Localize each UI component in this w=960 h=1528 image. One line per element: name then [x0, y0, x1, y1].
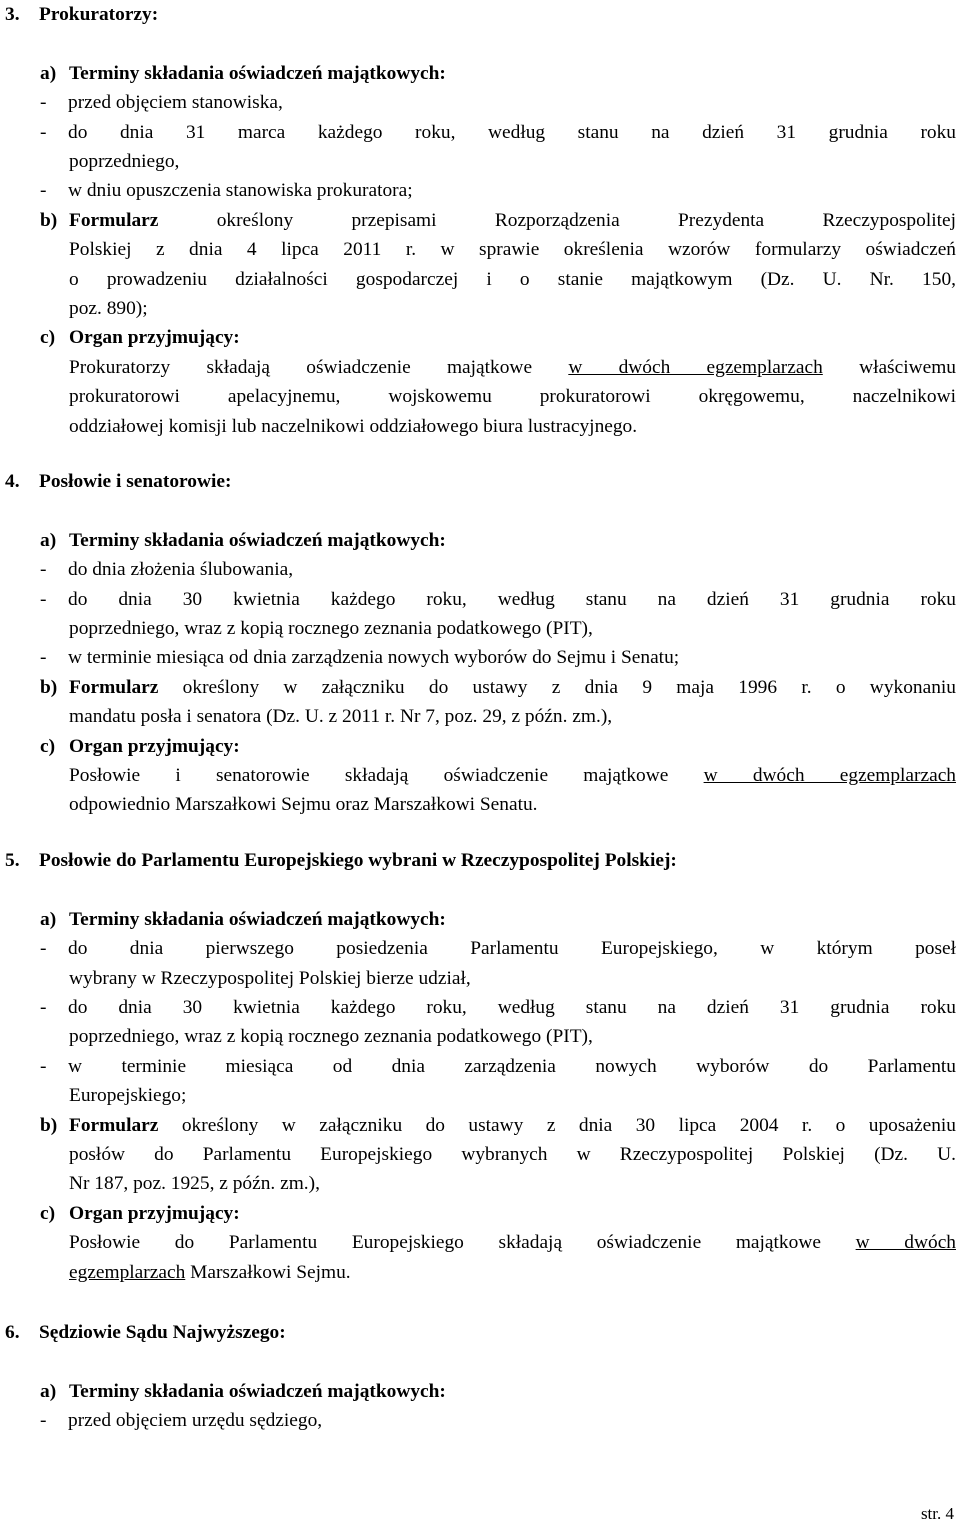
underlined-text: w dwóch egzemplarzach	[703, 765, 957, 787]
subsection-c-heading: c) Organ przyjmujący:	[40, 1202, 240, 1224]
list-item: - do dnia pierwszego posiedzenia Parlamentu Europejskiego, w którym poseł	[40, 938, 956, 960]
paragraph-line: Posłowie i senatorowie składają oświadczenie majątkowe w dwóch egzemplarzach	[69, 765, 957, 787]
list-item-continuation: wybrany w Rzeczypospolitej Polskiej bierze udział,	[69, 967, 471, 989]
subsection-c-heading: c) Organ przyjmujący:	[40, 735, 240, 757]
section-6	[0, 1318, 960, 1436]
list-item: - do dnia 30 kwietnia każdego roku, według stanu na dzień 31 grudnia roku	[40, 588, 956, 610]
paragraph-line: o prowadzeniu działalności gospodarczej i o stanie majątkowym (Dz. U. Nr. 150,	[69, 268, 956, 290]
paragraph-line: poz. 890);	[69, 298, 148, 320]
page-number: str. 4	[920, 1504, 954, 1523]
paragraph-line: Prokuratorzy składają oświadczenie majątkowe w dwóch egzemplarzach właściwemu	[69, 356, 956, 378]
paragraph-line: prokuratorowi apelacyjnemu, wojskowemu prokuratorowi okręgowemu, naczelnikowi	[69, 386, 956, 408]
paragraph-line: mandatu posła i senatora (Dz. U. z 2011 r. Nr 7, poz. 29, z późn. zm.),	[69, 706, 613, 728]
list-item-continuation: Europejskiego;	[69, 1085, 187, 1107]
section-heading: 5. Posłowie do Parlamentu Europejskiego wybrani w Rzeczypospolitej Polskiej:	[5, 850, 677, 871]
paragraph-line: odpowiednio Marszałkowi Sejmu oraz Marszałkowi Senatu.	[69, 794, 538, 816]
list-item-continuation: poprzedniego, wraz z kopią rocznego zeznania podatkowego (PIT),	[69, 618, 593, 640]
list-item: - przed objęciem stanowiska,	[40, 92, 283, 114]
section-5	[0, 846, 960, 1287]
underlined-text: egzemplarzach	[69, 1261, 186, 1283]
subsection-b: b) Formularz określony przepisami Rozporządzenia Prezydenta Rzeczypospolitej	[40, 209, 956, 231]
subsection-b: b) Formularz określony w załączniku do ustawy z dnia 9 maja 1996 r. o wykonaniu	[40, 676, 956, 698]
section-4	[0, 467, 960, 820]
list-item: - w terminie miesiąca od dnia zarządzenia nowych wyborów do Parlamentu	[40, 1055, 956, 1077]
list-item: - w dniu opuszczenia stanowiska prokuratora;	[40, 180, 413, 202]
list-item: - do dnia 30 kwietnia każdego roku, według stanu na dzień 31 grudnia roku	[40, 997, 956, 1019]
list-item: - do dnia 31 marca każdego roku, według stanu na dzień 31 grudnia roku	[40, 121, 956, 143]
paragraph-line: egzemplarzach Marszałkowi Sejmu.	[69, 1261, 351, 1283]
subsection-a-heading: a) Terminy składania oświadczeń majątkowych:	[40, 908, 446, 930]
subsection-a-heading: a) Terminy składania oświadczeń majątkowych:	[40, 529, 446, 551]
underlined-text: w dwóch egzemplarzach	[568, 356, 823, 378]
paragraph-line: Posłowie do Parlamentu Europejskiego składają oświadczenie majątkowe w dwóch	[69, 1232, 957, 1254]
list-item-continuation: poprzedniego, wraz z kopią rocznego zeznania podatkowego (PIT),	[69, 1026, 593, 1048]
list-item-continuation: poprzedniego,	[69, 151, 180, 173]
section-3	[0, 0, 960, 441]
list-item: - do dnia złożenia ślubowania,	[40, 559, 294, 581]
paragraph-line: Polskiej z dnia 4 lipca 2011 r. w sprawie określenia wzorów formularzy oświadczeń	[69, 239, 956, 261]
subsection-b: b) Formularz określony w załączniku do ustawy z dnia 30 lipca 2004 r. o uposażeniu	[40, 1114, 957, 1136]
section-heading: 6. Sędziowie Sądu Najwyższego:	[5, 1322, 286, 1343]
section-heading: 3. Prokuratorzy:	[5, 4, 159, 25]
paragraph-line: oddziałowej komisji lub naczelnikowi oddziałowego biura lustracyjnego.	[69, 415, 638, 437]
list-item: - w terminie miesiąca od dnia zarządzenia nowych wyborów do Sejmu i Senatu;	[40, 647, 680, 669]
underlined-text: w dwóch	[855, 1232, 957, 1254]
paragraph-line: Nr 187, poz. 1925, z późn. zm.),	[69, 1173, 320, 1195]
subsection-a-heading: a) Terminy składania oświadczeń majątkowych:	[40, 1380, 446, 1402]
subsection-a-heading: a) Terminy składania oświadczeń majątkowych:	[40, 62, 446, 84]
list-item: - przed objęciem urzędu sędziego,	[40, 1410, 323, 1432]
subsection-c-heading: c) Organ przyjmujący:	[40, 327, 240, 349]
paragraph-line: posłów do Parlamentu Europejskiego wybranych w Rzeczypospolitej Polskiej (Dz. U.	[69, 1144, 956, 1166]
section-heading: 4. Posłowie i senatorowie:	[5, 471, 232, 492]
